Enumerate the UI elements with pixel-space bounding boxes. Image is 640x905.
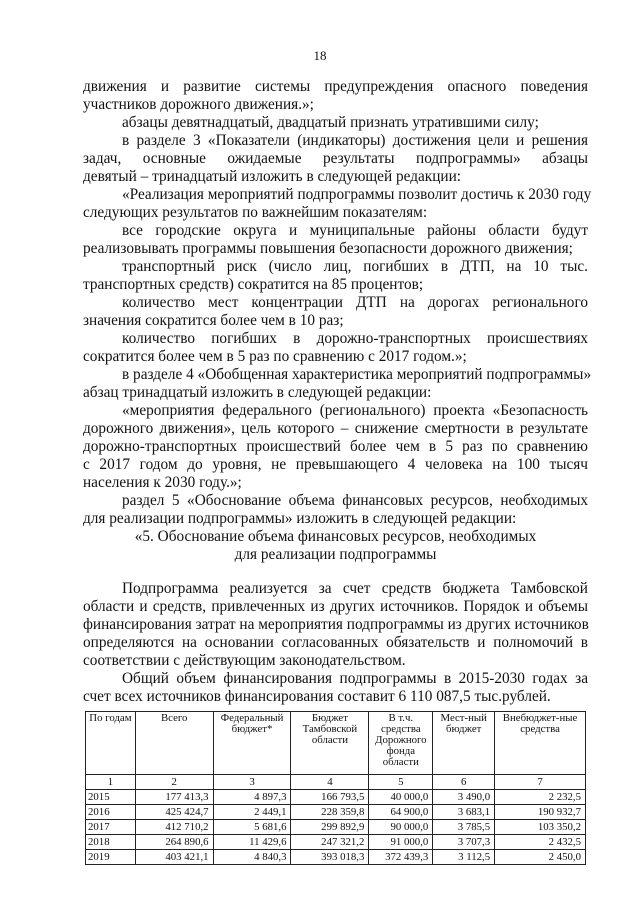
text-line: Общий объем финансирования подпрограммы в 2015-2030 годах за: [122, 670, 588, 687]
table-cell: 11 429,6: [213, 835, 291, 850]
table-row: [86, 790, 586, 805]
table-cell: 4 840,3: [213, 850, 291, 865]
financing-table: [85, 711, 586, 865]
table-header-row: [86, 712, 586, 775]
table-cell: 264 890,6: [135, 835, 213, 850]
text-line: следующих результатов по важнейшим показателям:: [83, 204, 428, 221]
table-cell: 2 232,5: [495, 790, 586, 805]
table-header-cell: Федеральный бюджет*: [213, 712, 291, 775]
table-row: [86, 835, 586, 850]
text-line: транспортных средств) сократится на 85 процентов;: [83, 276, 424, 293]
table-cell: 412 710,2: [135, 820, 213, 835]
table-cell: 7: [495, 775, 586, 790]
table-cell: 177 413,3: [135, 790, 213, 805]
text-line: счет всех источников финансирования составит 6 110 087,5 тыс.рублей.: [83, 688, 551, 705]
text-line: транспортный риск (число лиц, погибших в ДТП, на 10 тыс.: [122, 258, 588, 275]
table-cell: 5 681,6: [213, 820, 291, 835]
text-line: «Реализация мероприятий подпрограммы позволит достичь к 2030 году: [122, 186, 592, 203]
table-header-cell: По годам: [86, 712, 136, 775]
table-cell: 3 490,0: [433, 790, 495, 805]
table-cell: 1: [86, 775, 136, 790]
table-cell: 3 785,5: [433, 820, 495, 835]
text-line: в разделе 3 «Показатели (индикаторы) достижения цели и решения: [122, 132, 588, 149]
table-cell: 4 897,3: [213, 790, 291, 805]
text-line: абзацы девятнадцатый, двадцатый признать утратившими силу;: [122, 114, 539, 131]
table-cell: 91 000,0: [369, 835, 433, 850]
table-cell: 3 112,5: [433, 850, 495, 865]
text-line: определяются на основании согласованных обязательств и полномочий в: [83, 634, 588, 651]
text-line: дорожно-транспортных происшествий более чем в 5 раз по сравнению: [83, 438, 588, 455]
text-line: «мероприятия федерального (регионального) проекта «Безопасность: [122, 402, 588, 419]
text-line: сократится более чем в 5 раз по сравнению с 2017 годом.»;: [83, 348, 467, 365]
table-header-cell: В т.ч. средства Дорожного фонда области: [369, 712, 433, 775]
text-line: соответствии с действующим законодательством.: [83, 652, 406, 669]
table-cell: 190 932,7: [495, 805, 586, 820]
text-line: с 2017 годом до уровня, не превышающего 4 человека на 100 тысяч: [83, 456, 588, 473]
section-heading-line: «5. Обоснование объема финансовых ресурсов, необходимых: [134, 528, 537, 545]
text-line: для реализации подпрограммы» изложить в следующей редакции:: [83, 510, 517, 527]
page-number: 18: [313, 48, 327, 63]
table-cell: 3 707,3: [433, 835, 495, 850]
table-column-number-row: [86, 775, 586, 790]
text-line: реализовывать программы повышения безопасности дорожного движения;: [83, 240, 573, 257]
table-header-cell: Всего: [135, 712, 213, 775]
text-line: финансирования затрат на мероприятия подпрограммы из других источников: [83, 616, 589, 633]
text-line: дорожного движения», цель которого – снижение смертности в результате: [83, 420, 588, 437]
text-line: области и средств, привлеченных из других источников. Порядок и объемы: [83, 598, 588, 615]
text-line: абзац тринадцатый изложить в следующей редакции:: [83, 384, 432, 401]
text-line: раздел 5 «Обоснование объема финансовых ресурсов, необходимых: [122, 492, 588, 509]
table-cell: 2019: [86, 850, 136, 865]
table-cell: 103 350,2: [495, 820, 586, 835]
table-cell: 3: [213, 775, 291, 790]
table-header-cell: Мест-ный бюджет: [433, 712, 495, 775]
text-line: количество мест концентрации ДТП на дорогах регионального: [122, 294, 588, 311]
table-cell: 2 449,1: [213, 805, 291, 820]
text-line: задач, основные ожидаемые результаты подпрограммы» абзацы: [83, 150, 588, 167]
section-heading-line: для реализации подпрограммы: [234, 546, 437, 563]
table-cell: 5: [369, 775, 433, 790]
table-cell: 2 450,0: [495, 850, 586, 865]
table-cell: 247 321,2: [291, 835, 369, 850]
table-cell: 3 683,1: [433, 805, 495, 820]
text-line: населения к 2030 году.»;: [83, 474, 242, 491]
table-cell: 299 892,9: [291, 820, 369, 835]
table-row: [86, 805, 586, 820]
table-row: [86, 820, 586, 835]
text-line: все городские округа и муниципальные районы области будут: [122, 222, 588, 239]
table-cell: 166 793,5: [291, 790, 369, 805]
text-line: Подпрограмма реализуется за счет средств бюджета Тамбовской: [122, 580, 588, 597]
table-cell: 6: [433, 775, 495, 790]
table-cell: 4: [291, 775, 369, 790]
table-cell: 403 421,1: [135, 850, 213, 865]
table-cell: 425 424,7: [135, 805, 213, 820]
table-header-cell: Бюджет Тамбовской области: [291, 712, 369, 775]
table-cell: 2016: [86, 805, 136, 820]
table-cell: 2018: [86, 835, 136, 850]
table-cell: 372 439,3: [369, 850, 433, 865]
table-cell: 64 900,0: [369, 805, 433, 820]
table-cell: 2017: [86, 820, 136, 835]
table-cell: 393 018,3: [291, 850, 369, 865]
table-row: [86, 850, 586, 865]
table-cell: 2: [135, 775, 213, 790]
text-line: значения сократится более чем в 10 раз;: [83, 312, 344, 329]
text-line: количество погибших в дорожно-транспортных происшествиях: [122, 330, 588, 347]
table-cell: 2015: [86, 790, 136, 805]
text-line: девятый – тринадцатый изложить в следующей редакции:: [83, 168, 462, 185]
table-cell: 40 000,0: [369, 790, 433, 805]
table-cell: 90 000,0: [369, 820, 433, 835]
table-cell: 2 432,5: [495, 835, 586, 850]
text-line: движения и развитие системы предупреждения опасного поведения: [83, 78, 588, 95]
text-line: в разделе 4 «Обобщенная характеристика мероприятий подпрограммы»: [122, 366, 592, 383]
table-cell: 228 359,8: [291, 805, 369, 820]
text-line: участников дорожного движения.»;: [83, 96, 314, 113]
table-header-cell: Внебюджет-ные средства: [495, 712, 586, 775]
